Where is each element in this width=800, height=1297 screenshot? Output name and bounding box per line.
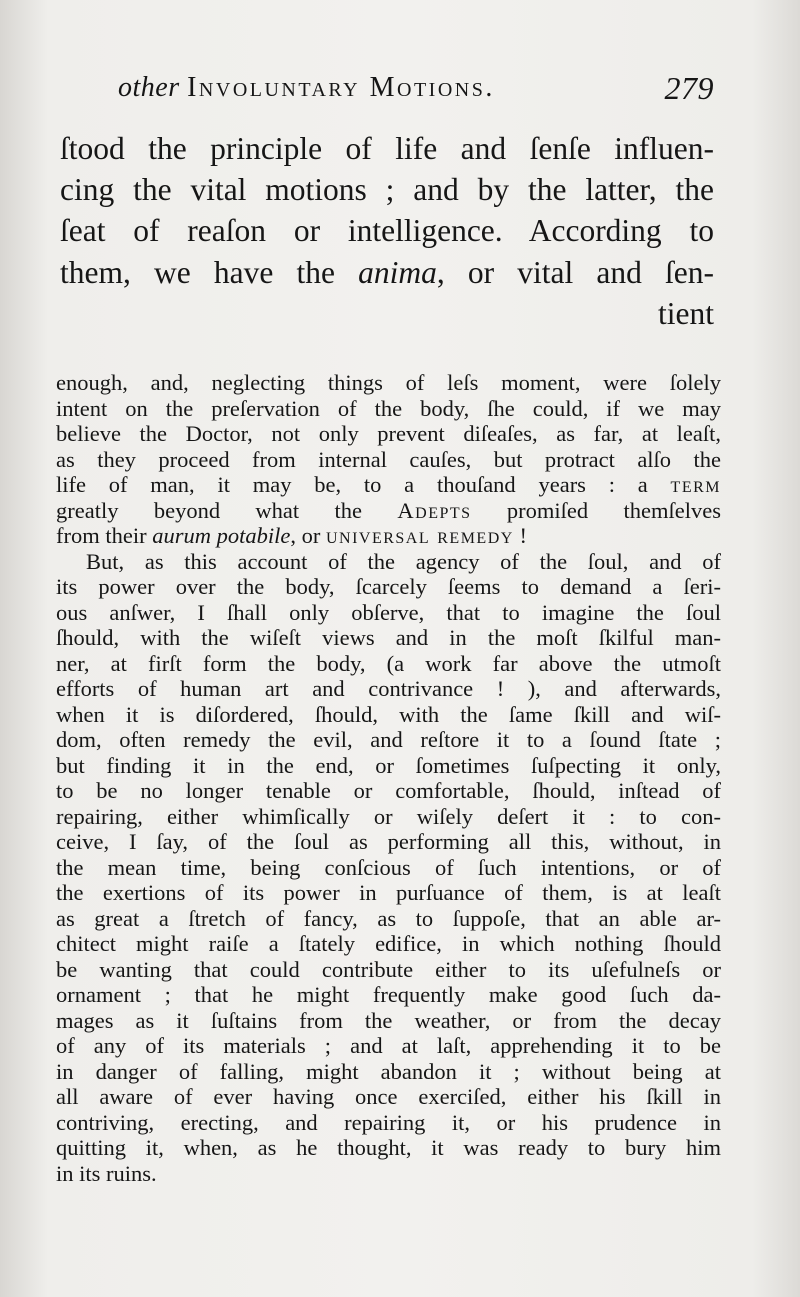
body-text (56, 370, 721, 1186)
text-line: to be no longer tenable or comfortable, ſhould, inſtead of (56, 778, 721, 803)
text-line: quitting it, when, as he thought, it was ready to bury him (56, 1135, 721, 1160)
text-line: contriving, erecting, and repairing it, or his prudence in (56, 1109, 721, 1135)
text-line: in danger of falling, might abandon it ; without being at (56, 1058, 721, 1084)
text-line: the exertions of its power in purſuance of them, is at leaſt (56, 880, 721, 905)
text-line: But, as this account of the agency of the ſoul, and of (86, 548, 721, 574)
text-line: repairing, either whimſically or wiſely deſert it : to con- (56, 803, 721, 829)
text-line: life of man, it may be, to a thouſand years : a term (56, 472, 721, 497)
prev-line-catchword: tient (658, 295, 714, 331)
text-line: as they proceed from internal cauſes, but protract alſo the (56, 446, 721, 472)
text-line: greatly beyond what the Adepts promiſed themſelves (56, 497, 721, 523)
running-header (118, 72, 714, 118)
text-line: all aware of ever having once exerciſed, either his ſkill in (56, 1084, 721, 1109)
prev-line: ſtood the principle of life and ſenſe influen- (60, 131, 714, 166)
text-line: of any of its materials ; and at laſt, apprehending it to be (56, 1033, 721, 1058)
prev-line: cing the vital motions ; and by the latter, the (60, 172, 714, 208)
text-line: ſhould, with the wiſeſt views and in the moſt ſkilful man- (56, 625, 721, 650)
prev-line: them, we have the anima, or vital and ſen- (60, 254, 714, 290)
text-line: chitect might raiſe a ſtately edifice, in which nothing ſhould (56, 931, 721, 956)
running-title-caps: Involuntary Motions. (187, 72, 495, 103)
text-line: be wanting that could contribute either to its uſefulneſs or (56, 956, 721, 982)
text-line: in its ruins. (56, 1160, 157, 1186)
text-line: ner, at firſt form the body, (a work far above the utmoſt (56, 650, 721, 676)
text-line: the mean time, being conſcious of ſuch intentions, or of (56, 854, 721, 880)
text-line: but finding it in the end, or ſometimes ſuſpecting it only, (56, 752, 721, 778)
text-line: dom, often remedy the evil, and reſtore it to a ſound ſtate ; (56, 727, 721, 752)
text-line: mages as it ſuſtains from the weather, or from the decay (56, 1007, 721, 1033)
text-line: ceive, I ſay, of the ſoul as performing all this, without, in (56, 829, 721, 854)
text-line: enough, and, neglecting things of leſs moment, were ſolely (56, 370, 721, 395)
text-line: its power over the body, ſcarcely ſeems to demand a ſeri- (56, 574, 721, 599)
text-line: from their aurum potabile, or universal remedy ! (56, 523, 527, 548)
running-title-italic: other (118, 72, 180, 103)
text-line: ous anſwer, I ſhall only obſerve, that to imagine the ſoul (56, 599, 721, 625)
page-number: 279 (664, 70, 714, 106)
prev-line: ſeat of reaſon or intelligence. According to (60, 213, 714, 249)
text-line: as great a ſtretch of fancy, as to ſuppoſe, that an able ar- (56, 905, 721, 931)
text-line: efforts of human art and contrivance ! ), and afterwards, (56, 676, 721, 701)
text-line: when it is diſordered, ſhould, with the ſame ſkill and wiſ- (56, 701, 721, 727)
text-line: ornament ; that he might frequently make good ſuch da- (56, 982, 721, 1007)
previous-page-continuation (60, 128, 714, 334)
text-line: believe the Doctor, not only prevent diſeaſes, as far, at leaſt, (56, 421, 721, 446)
running-title (118, 72, 495, 104)
text-line: intent on the preſervation of the body, ſhe could, if we may (56, 395, 721, 421)
